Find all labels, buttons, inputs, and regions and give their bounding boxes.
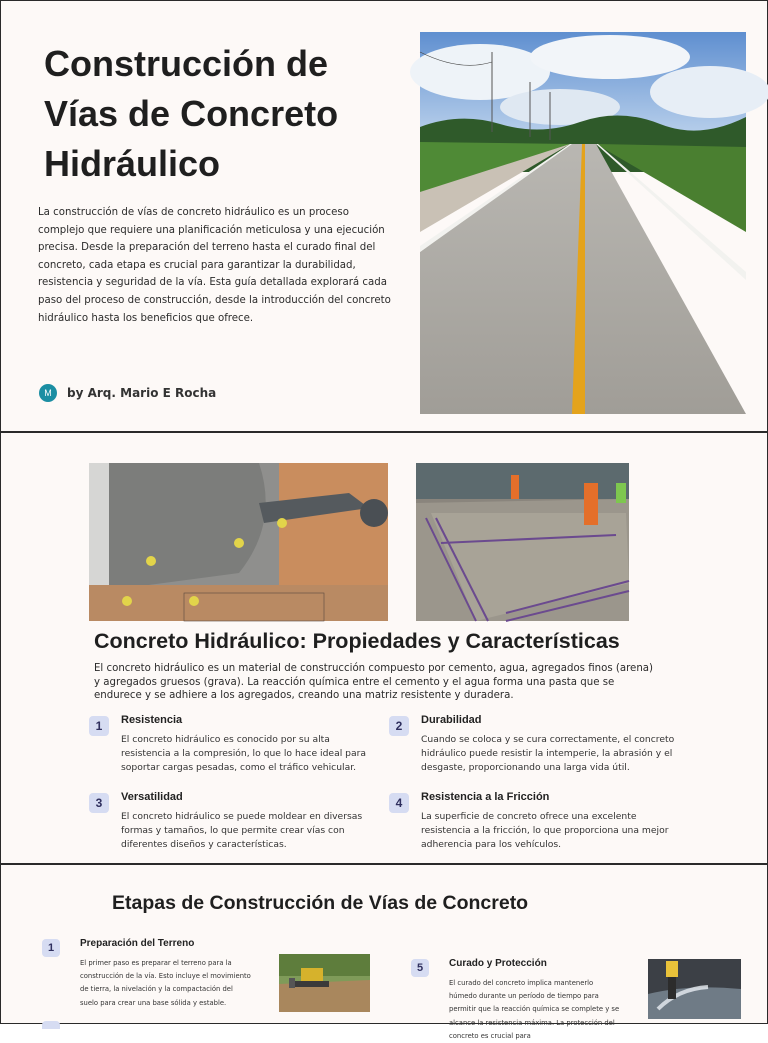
- stages-slide: [0, 864, 768, 1040]
- feature-number: 1: [89, 716, 109, 736]
- stage-title: Preparación del Terreno: [80, 938, 195, 949]
- section-title: Etapas de Construcción de Vías de Concreto: [112, 892, 529, 914]
- feature-title: Durabilidad: [421, 714, 482, 726]
- bulldozer-photo: [279, 954, 370, 1012]
- stage-number: 5: [411, 959, 429, 977]
- feature-desc: El concreto hidráulico se puede moldear en diversas formas y tamaños, lo que permite crear vías con diferentes diseños y características.: [121, 811, 363, 851]
- feature-title: Resistencia a la Fricción: [421, 791, 550, 803]
- feature-number: 2: [389, 716, 409, 736]
- concrete-road-photo: [420, 32, 746, 414]
- feature-title: Resistencia: [121, 714, 183, 726]
- feature-number: 4: [389, 793, 409, 813]
- author-name: by Arq. Mario E Rocha: [67, 386, 217, 400]
- intro-paragraph: La construcción de vías de concreto hidráulico es un proceso complejo que requiere una planificación meticulosa y una ejecución precisa. Desde la preparación del terreno hasta el curado final del concreto, cada etapa es crucial para garantizar la durabilidad, resistencia y seguridad de la vía. Esta guía detallada explorará cada paso del proceso de construcción, desde la introducción del concreto hidráulico hasta los beneficios que ofrece.: [38, 207, 391, 324]
- stage-desc: El curado del concreto implica mantenerlo húmedo durante un período de tiempo para permitir que la reacción química se complete y se alcance la resistencia máxima. La protección del concreto es crucial para: [449, 979, 620, 1040]
- author-byline: [39, 384, 216, 402]
- concrete-pouring-photo: [89, 463, 388, 621]
- page-title: Construcción de Vías de Concreto Hidráulico: [44, 43, 339, 184]
- stage-number: 1: [42, 939, 60, 957]
- concrete-curing-photo: [648, 959, 741, 1019]
- properties-slide: [0, 432, 768, 864]
- feature-desc: El concreto hidráulico es conocido por su alta resistencia a la compresión, lo que lo hace ideal para soportar cargas pesadas, como el tráfico vehicular.: [121, 734, 367, 774]
- stage-desc: El primer paso es preparar el terreno para la construcción de la vía. Esto incluye el movimiento de tierra, la nivelación y la compactación del suelo para crear una base sólida y estable.: [80, 959, 251, 1007]
- feature-desc: La superficie de concreto ofrece una excelente resistencia a la fricción, lo que proporciona una mejor adherencia para los vehículos.: [421, 811, 669, 851]
- rebar-grid-photo: [416, 463, 629, 621]
- section-intro: El concreto hidráulico es un material de construcción compuesto por cemento, agua, agregados finos (arena) y agregados gruesos (grava). La reacción química entre el cemento y el agua forma una pasta que se endurece y se adhiere a los agregados, creando una matriz resistente y duradera.: [94, 663, 653, 701]
- stage-number-partial: [42, 1021, 60, 1029]
- avatar: M: [39, 384, 57, 402]
- section-title: Concreto Hidráulico: Propiedades y Características: [94, 629, 620, 653]
- feature-number: 3: [89, 793, 109, 813]
- feature-title: Versatilidad: [121, 791, 183, 803]
- title-slide: [0, 0, 768, 432]
- stage-title: Curado y Protección: [449, 958, 547, 969]
- feature-desc: Cuando se coloca y se cura correctamente, el concreto hidráulico puede resistir la intemperie, la abrasión y el desgaste, proporcionando una larga vida útil.: [421, 734, 675, 774]
